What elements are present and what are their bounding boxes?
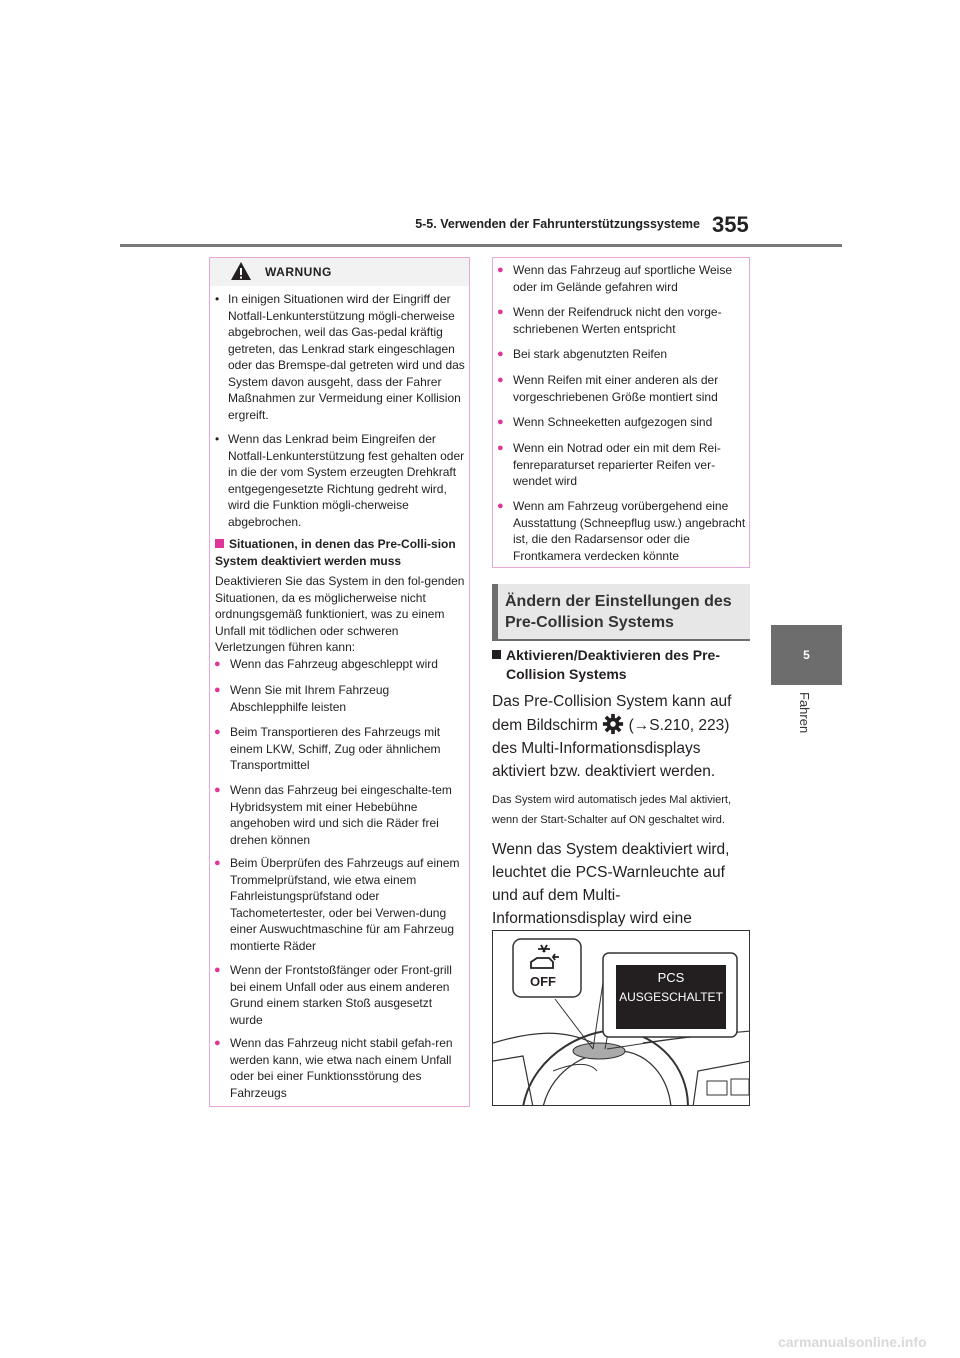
paragraph-1 [492,690,752,783]
list-item-text: Wenn das Fahrzeug bei eingeschalte-tem Hybridsystem mit einer Hebebühne angehoben wird und sich die Räder frei drehen können [230,783,452,847]
circle-bullet-icon: ● [214,726,221,738]
list-item-text: Wenn der Frontstoßfänger oder Front-grill bei einem Unfall oder aus einem anderen Grund einem starken Stoß ausgesetzt wurde [230,963,452,1027]
list-item [497,304,749,337]
warning-subheading [215,536,465,569]
circle-bullet-icon: ● [214,658,221,670]
list-item [497,372,749,405]
list-item-text: Wenn das Fahrzeug auf sportliche Weise oder im Gelände gefahren wird [513,263,733,294]
warning-dash-text: Wenn das Lenkrad beim Eingreifen der Notfall-Lenkunterstützung fest gehalten oder in die der vom System erzeugten Drehkraft entgegengesetzte Richtung gedreht wird, wird die Funktion mögli-cherweise abgebrochen. [228,432,465,529]
list-item-text: Wenn das Fahrzeug abgeschleppt wird [230,657,438,671]
square-bullet-icon [215,539,224,548]
list-item [214,962,466,1028]
circle-bullet-icon: ● [497,264,504,276]
right-column [492,646,752,953]
list-item-text: Wenn das Fahrzeug nicht stabil gefah-ren werden kann, wie etwa nach einem Unfall oder bei einer Funktionsstörung des Fahrzeugs [230,1036,453,1100]
list-item-text: Beim Transportieren des Fahrzeugs mit einem LKW, Schiff, Zug oder ähnlichem Transportmittel [230,725,441,772]
list-item-text: Wenn Sie mit Ihrem Fahrzeug Abschlepphilfe leisten [230,683,390,714]
list-item-text: Beim Überprüfen des Fahrzeugs auf einem Trommelprüfstand, wie etwa einem Fahrleistungsprüfstand oder Tachometertester, oder bei Verwen-dung einer Auswuchtmaschine für am Fahrzeug montierte Räder [230,856,460,953]
section-heading: Ändern der Einstellungen des Pre-Collision Systems [505,593,732,631]
page-number: 355 [712,212,749,237]
list-item-text: Wenn Schneeketten aufgezogen sind [513,415,713,429]
list-item [497,440,749,490]
square-bullet-icon [492,650,501,659]
circle-bullet-icon: ● [214,784,221,796]
list-item [214,1035,466,1101]
list-item [214,782,466,848]
list-item [497,346,749,363]
chapter-label-text: Fahren [797,692,812,734]
list-item [214,855,466,954]
circle-bullet-icon: ● [497,500,504,512]
dashboard-drawing [493,931,750,1106]
chapter-number: 5 [803,648,810,662]
paragraph-2: Wenn das System deaktiviert wird, leuchtet die PCS-Warnleuchte auf und auf dem Multi-Informationsdisplay wird eine [492,841,730,927]
list-item [497,414,749,431]
warning-box [209,257,470,1107]
circle-bullet-icon: ● [497,306,504,318]
chapter-label [775,690,835,750]
page-header [0,0,960,250]
list-item [497,262,749,295]
circle-bullet-icon: ● [497,374,504,386]
warning-triangle-icon [230,261,252,281]
gear-icon [602,713,624,735]
list-item [214,656,466,673]
subheading-text: Aktivieren/Deaktivieren des Pre-Collision Systems [506,647,720,682]
circle-bullet-icon: ● [497,416,504,428]
paragraph-1-ref: (→S.210, 223) des Multi-Informationsdisplays aktiviert bzw. deaktiviert werden. [492,717,730,780]
warning-dash-text: In einigen Situationen wird der Eingriff der Notfall-Lenkunterstützung mögli-cherweise abgebrochen, weil das Gas-pedal kräftig getreten, das Lenkrad stark eingeschlagen oder das Bremspe-dal getreten wird und das System davon ausgeht, dass der Fahrer Maßnahmen zur Vermeidung einer Kollision ergreift. [228,292,465,422]
list-item-text: Wenn Reifen mit einer anderen als der vorgeschriebenen Größe montiert sind [513,373,719,404]
section-banner [492,584,750,641]
chapter-tab[interactable] [771,625,842,685]
footer-watermark[interactable]: carmanualsonline.info [778,1334,927,1350]
note-text: Das System wird automatisch jedes Mal aktiviert, wenn der Start-Schalter auf ON geschaltet wird. [492,794,732,826]
list-item-text: Bei stark abgenutzten Reifen [513,347,668,361]
display-line-2: AUSGESCHALTET [619,990,723,1004]
warning-dash-item: • Wenn das Lenkrad beim Eingreifen der Notfall-Lenkunterstützung fest gehalten oder in die der vom System erzeugten Drehkraft entgegengesetzte Richtung gedreht wird, wird die Funktion mögli-cherweise abgebrochen. [215,432,465,529]
warning-intro: Deaktivieren Sie das System in den fol-genden Situationen, da es möglicherweise nicht ordnungsgemäß funktioniert, was zu einem Unfall mit tödlichen oder schweren Verletzungen führen kann: [215,574,465,654]
circle-bullet-icon: ● [214,684,221,696]
section-accent-bar [492,584,498,639]
circle-bullet-icon: ● [214,1037,221,1049]
circle-bullet-icon: ● [497,442,504,454]
list-item-text: Wenn der Reifendruck nicht den vorge-schriebenen Werten entspricht [513,305,722,336]
paragraph-1-text: Das Pre-Collision System kann auf dem Bildschirm [492,693,732,734]
warning-header [210,258,469,286]
circle-bullet-icon: ● [497,348,504,360]
subheading [492,646,752,684]
list-item-text: Wenn ein Notrad oder ein mit dem Rei-fenreparaturset reparierter Reifen ver-wendet wird [513,441,721,488]
list-item [214,724,466,774]
header-rule [120,244,842,247]
list-item-text: Wenn am Fahrzeug vorübergehend eine Ausstattung (Schneepflug usw.) angebracht ist, die den Radarsensor oder die Frontkamera verdecken könnte [513,499,746,563]
circle-bullet-icon: ● [214,964,221,976]
warning-subheading-text: Situationen, in denen das Pre-Colli-sion System deaktiviert werden muss [215,537,456,568]
circle-bullet-icon: ● [214,857,221,869]
list-item [497,498,749,564]
list-item [214,682,466,715]
warning-title: WARNUNG [265,265,332,279]
warning-box-continued [492,257,750,568]
dashboard-illustration [492,930,750,1106]
display-line-1: PCS [657,970,685,985]
off-button-label: OFF [530,974,556,989]
section-title: 5-5. Verwenden der Fahrunterstützungssysteme [415,217,700,231]
warning-dash-item: • In einigen Situationen wird der Eingriff der Notfall-Lenkunterstützung mögli-cherweise abgebrochen, weil das Gas-pedal kräftig getreten, das Lenkrad stark eingeschlagen oder das Bremspe-dal getreten wird und das System davon ausgeht, dass der Fahrer Maßnahmen zur Vermeidung einer Kollision ergreift. [215,292,465,422]
